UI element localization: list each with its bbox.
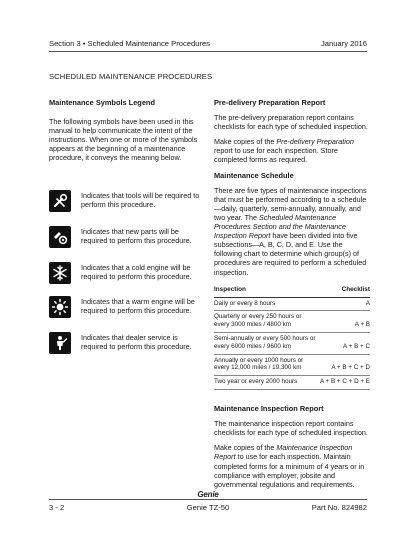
left-column [49,98,199,163]
schedule-paragraph: There are five types of maintenance inspections that must be performed according to a schedule—daily, quarterly, semi-annually, annually, and two year. The Scheduled Maintenance Procedures Section and the Maintenance Inspection Report have been divided into five subsections—A, B, C, D, and E. Use the following chart to determine which group(s) of procedures are required to perform a scheduled inspection. [214,185,367,277]
schedule-heading: Maintenance Schedule [214,170,294,180]
symbol-row-cold-engine [49,262,205,284]
checklist-cell: A + B + C + D + E [318,376,370,390]
table-row [214,333,370,355]
inspection-cell: Daily or every 8 hours [214,297,318,311]
table-row [214,354,370,376]
symbol-text-cold-engine: Indicates that a cold engine will be required to perform this procedure. [81,263,192,282]
table-header-row [214,283,370,298]
checklist-cell: A [318,297,370,311]
col-inspection-header: Inspection [214,283,318,298]
new-parts-icon [49,226,71,248]
symbol-row-warm-engine [49,296,205,318]
inspection-cell: Semi-annually or every 500 hours or every 6000 miles / 9600 km [214,333,318,355]
checklist-cell: A + B + C + D [318,354,370,376]
model-name: Genie TZ-50 [186,503,230,512]
page-number: 3 - 2 [49,503,65,512]
symbols-legend-heading: Maintenance Symbols Legend [49,98,155,107]
inspection-report-paragraph-2: Make copies of the Maintenance Inspection Report to use for each inspection. Maintain completed forms for a minimum of 4 years or in compliance with employer, jobsite and governmental regulations and requirements. [214,443,365,489]
table-row [214,376,370,390]
right-column [214,98,370,489]
page-header [49,39,367,48]
header-rule [49,51,367,52]
symbol-row-new-parts [49,226,205,248]
symbol-row-dealer-service [49,332,205,354]
predelivery-heading: Pre-delivery Preparation Report [214,98,326,107]
inspection-report-heading: Maintenance Inspection Report [214,404,324,414]
part-number: Part No. 824982 [311,503,367,512]
inspection-schedule-table [214,283,370,390]
cold-engine-icon [49,262,71,284]
header-section: Section 3 • Scheduled Maintenance Procedures [49,39,210,48]
col-checklist-header: Checklist [318,283,370,298]
table-row [214,297,370,311]
header-date: January 2016 [320,39,367,48]
tools-icon [49,190,71,212]
symbol-text-tools: Indicates that tools will be required to perform this procedure. [81,191,200,210]
warm-engine-icon [49,296,71,318]
symbol-row-tools [49,190,205,212]
genie-logo: Genie [197,490,219,499]
inspection-cell: Two year or every 2000 hours [214,376,318,390]
symbol-text-dealer-service: Indicates that dealer service is required to perform this procedure. [81,333,192,352]
checklist-cell: A + B [318,311,370,333]
predelivery-paragraph-1: The pre-delivery preparation report contains checklists for each type of scheduled inspection. [214,113,368,132]
symbols-legend-intro: The following symbols have been used in this manual to help communicate the intent of the instructions. When one or more of the symbols appears at the beginning of a maintenance procedure, it conveys the meaning below. [49,117,198,163]
table-row [214,311,370,333]
inspection-cell: Annually or every 1000 hours or every 12,000 miles / 19,300 km [214,354,318,376]
section-title: SCHEDULED MAINTENANCE PROCEDURES [49,72,213,81]
symbol-text-new-parts: Indicates that new parts will be required to perform this procedure. [81,227,192,246]
inspection-cell: Quarterly or every 250 hours or every 3000 miles / 4800 km [214,311,318,333]
inspection-report-paragraph-1: The maintenance inspection report contains checklists for each type of scheduled inspection. [214,419,368,438]
dealer-service-icon [49,332,71,354]
symbol-text-warm-engine: Indicates that a warm engine will be required to perform this procedure. [81,297,195,316]
footer-rule [49,499,367,500]
predelivery-paragraph-2: Make copies of the Pre-delivery Preparation report to use for each inspection. Store completed forms as required. [214,137,354,165]
checklist-cell: A + B + C [318,333,370,355]
